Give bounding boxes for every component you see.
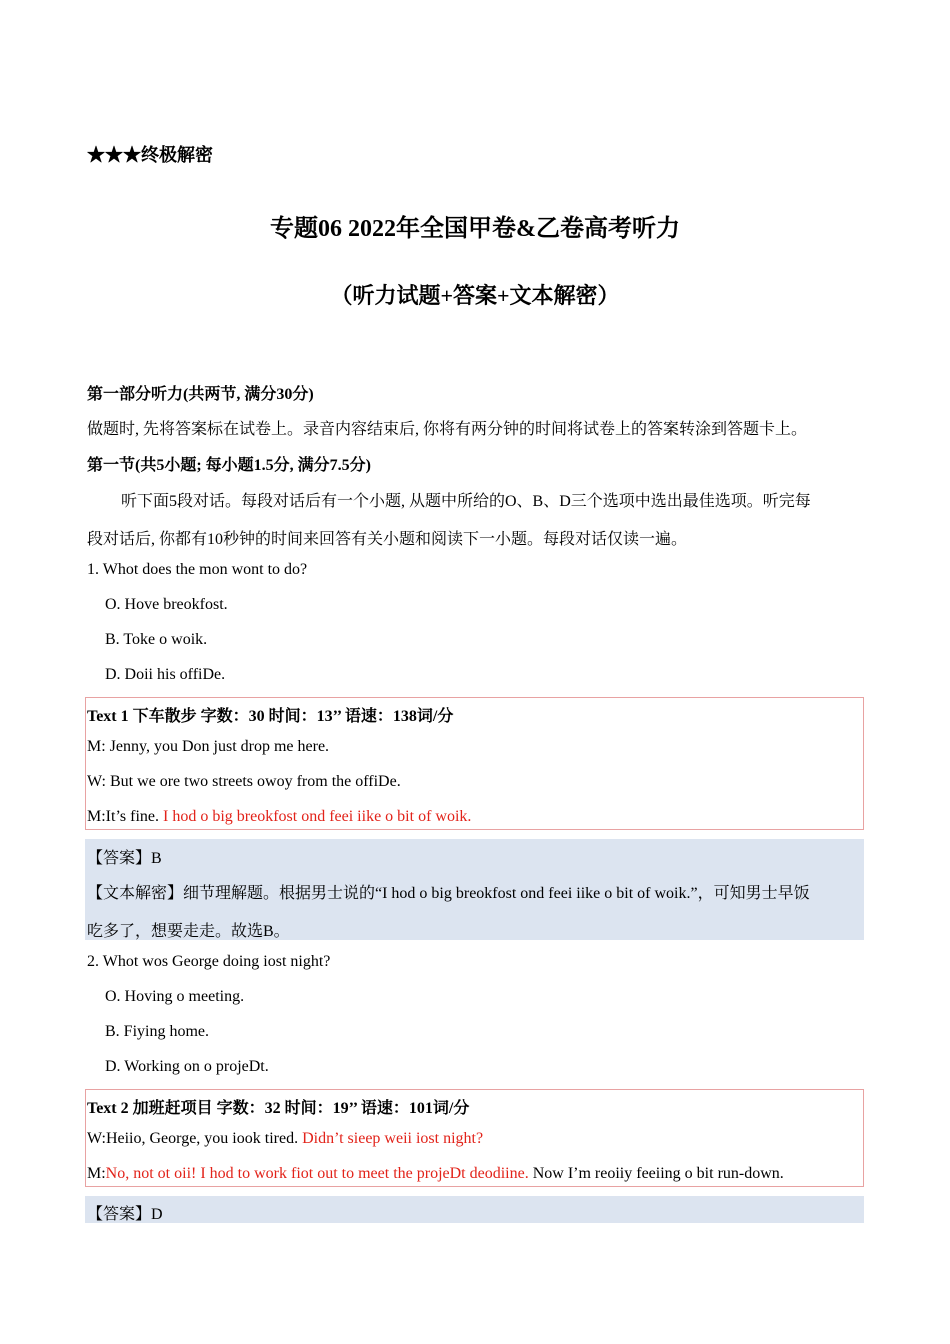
text2-line-1-key: Didn’t sieep weii iost night? [302, 1130, 484, 1147]
answer-1: 【答案】B [87, 850, 162, 867]
part1-instruction: 做题时, 先将答案标在试卷上。录音内容结束后, 你将有两分钟的时间将试卷上的答案转涂到答题卡上。 [87, 421, 808, 438]
text2-line-2 [87, 1165, 784, 1183]
section-heading: 第一节(共5小题; 每小题1.5分, 满分7.5分) [87, 457, 371, 474]
question-2: 2. Whot wos George doing iost night? [87, 953, 331, 970]
text1-line-1: M: Jenny, you Don just drop me here. [87, 738, 330, 755]
text1-header: Text 1 下车散步 字数：30 时间：13’’ 语速：138词/分 [87, 708, 454, 725]
text1-line-3-prefix: M:It’s fine. [87, 808, 163, 825]
text1-line-2: W: But we ore two streets owoy from the offiDe. [87, 773, 401, 790]
q1-option-d: D. Doii his offiDe. [105, 666, 226, 683]
text1-key-sentence: I hod o big breokfost ond feei iike o bit of woik. [163, 808, 472, 825]
text2-line-1 [87, 1130, 483, 1148]
q2-option-b: B. Fiying home. [105, 1023, 210, 1040]
text2-key-sentence: No, not ot oii! I hod to work fiot out to meet the projeDt deodiine. [105, 1165, 529, 1182]
part1-heading: 第一部分听力(共两节, 满分30分) [87, 386, 314, 403]
text1-line-3 [87, 808, 471, 826]
page-subtitle: （听力试题+答案+文本解密） [330, 283, 620, 308]
question-1: 1. Whot does the mon wont to do? [87, 561, 308, 578]
section-instruction-1: 听下面5段对话。每段对话后有一个小题, 从题中所给的O、B、D三个选项中选出最佳选项。听完每 [121, 493, 811, 510]
header-stars: ★★★终极解密 [87, 145, 213, 165]
q1-option-o: O. Hove breokfost. [105, 596, 228, 613]
explain-1-line-2: 吃多了，想要走走。故选B。 [87, 923, 290, 940]
page-title: 专题06 2022年全国甲卷&乙卷高考听力 [270, 216, 680, 242]
text2-line-2-prefix: M: [87, 1165, 106, 1182]
text2-line-2-suffix: Now I’m reoiiy feeiing o bit run-down. [528, 1165, 784, 1182]
answer2-panel [85, 1196, 864, 1223]
section-instruction-2: 段对话后, 你都有10秒钟的时间来回答有关小题和阅读下一小题。每段对话仅读一遍。 [87, 531, 688, 548]
text2-header: Text 2 加班赶项目 字数：32 时间：19’’ 语速：101词/分 [87, 1100, 470, 1117]
q1-option-b: B. Toke o woik. [105, 631, 208, 648]
text2-line-1-prefix: W:Heiio, George, you iook tired. [87, 1130, 303, 1147]
q2-option-o: O. Hoving o meeting. [105, 988, 245, 1005]
q2-option-d: D. Working on o projeDt. [105, 1058, 269, 1075]
answer-2: 【答案】D [87, 1206, 163, 1223]
explain-1-line-1: 【文本解密】细节理解题。根据男士说的“I hod o big breokfost ond feei iike o bit of woik.”，可知男士早饭 [87, 885, 810, 902]
